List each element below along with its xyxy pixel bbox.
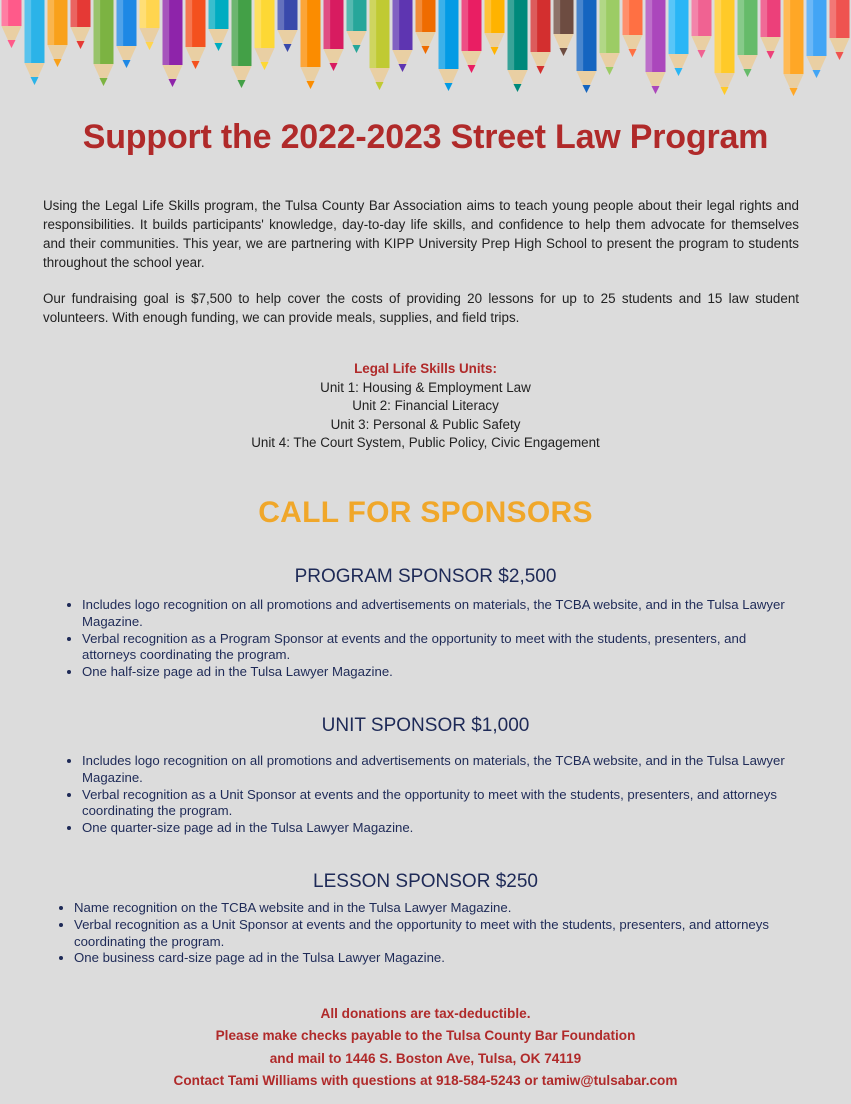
colored-pencil bbox=[577, 0, 597, 93]
colored-pencil bbox=[485, 0, 505, 55]
benefit-item: • Verbal recognition as a Unit Sponsor at events and the opportunity to meet with the students, presenters, and attorneys coordinating the program. bbox=[74, 917, 794, 951]
program-sponsor-title: PROGRAM SPONSOR $2,500 bbox=[294, 566, 557, 587]
unit-sponsor-benefits bbox=[64, 753, 802, 837]
colored-pencil bbox=[2, 0, 22, 48]
colored-pencil bbox=[715, 0, 735, 95]
colored-pencil bbox=[324, 0, 344, 71]
colored-pencil bbox=[347, 0, 367, 53]
benefit-item: • Verbal recognition as a Program Sponsor at events and the opportunity to meet with the students, presenters, and attorneys coordinating the program. bbox=[82, 631, 802, 665]
unit-item: Unit 3: Personal & Public Safety bbox=[330, 416, 521, 432]
contact-info: Contact Tami Williams with questions at 918-584-5243 or tamiw@tulsabar.com bbox=[173, 1072, 678, 1088]
units-heading: Legal Life Skills Units: bbox=[354, 361, 497, 376]
call-for-sponsors-heading: CALL FOR SPONSORS bbox=[258, 496, 593, 529]
intro-paragraph: Using the Legal Life Skills program, the Tulsa County Bar Association aims to teach young people about their legal rights and responsibilities. It builds participants' knowledge, day-to-day life skills, and confidence to help them advocate for themselves and their communities. This year, we are partnering with KIPP University Prep High School to present the program to students throughout the school year. bbox=[43, 198, 799, 270]
colored-pencil bbox=[784, 0, 804, 96]
colored-pencil bbox=[186, 0, 206, 69]
page-title: Support the 2022-2023 Street Law Program bbox=[82, 118, 769, 156]
unit-sponsor-title: UNIT SPONSOR $1,000 bbox=[321, 715, 530, 736]
colored-pencil bbox=[163, 0, 183, 87]
donation-footer bbox=[0, 1003, 851, 1092]
colored-pencil bbox=[278, 0, 298, 52]
colored-pencil bbox=[623, 0, 643, 57]
colored-pencil bbox=[140, 0, 160, 50]
benefit-item: • One quarter-size page ad in the Tulsa Lawyer Magazine. bbox=[82, 820, 802, 837]
colored-pencil bbox=[508, 0, 528, 92]
benefit-item: • One half-size page ad in the Tulsa Lawyer Magazine. bbox=[82, 664, 802, 681]
colored-pencil bbox=[669, 0, 689, 76]
colored-pencil bbox=[692, 0, 712, 58]
colored-pencil bbox=[439, 0, 459, 91]
fundraising-paragraph: Our fundraising goal is $7,500 to help cover the costs of providing 20 lessons for up to 25 students and 15 law student volunteers. With enough funding, we can provide meals, supplies, and field trips. bbox=[43, 291, 799, 325]
checks-payable-note: Please make checks payable to the Tulsa County Bar Foundation bbox=[215, 1028, 636, 1044]
units-list bbox=[0, 360, 851, 453]
tax-deductible-note: All donations are tax-deductible. bbox=[320, 1006, 531, 1021]
colored-pencil bbox=[807, 0, 827, 78]
colored-pencil bbox=[416, 0, 436, 54]
colored-pencil bbox=[71, 0, 91, 49]
unit-item: Unit 4: The Court System, Public Policy, Civic Engagement bbox=[251, 435, 600, 450]
colored-pencil bbox=[209, 0, 229, 51]
benefit-item: • Includes logo recognition on all promotions and advertisements on materials, the TCBA website, and in the Tulsa Lawyer Magazine. bbox=[82, 597, 802, 631]
colored-pencil bbox=[738, 0, 758, 77]
colored-pencil bbox=[600, 0, 620, 75]
colored-pencil bbox=[370, 0, 390, 90]
benefit-item: • Name recognition on the TCBA website and in the Tulsa Lawyer Magazine. bbox=[74, 900, 794, 917]
unit-item: Unit 1: Housing & Employment Law bbox=[320, 379, 531, 395]
colored-pencil bbox=[554, 0, 574, 56]
colored-pencil bbox=[462, 0, 482, 73]
colored-pencil bbox=[117, 0, 137, 68]
lesson-sponsor-title: LESSON SPONSOR $250 bbox=[313, 871, 538, 892]
benefit-item: • Verbal recognition as a Unit Sponsor at events and the opportunity to meet with the students, presenters, and attorneys coordinating the program. bbox=[82, 787, 802, 821]
lesson-sponsor-benefits bbox=[56, 900, 794, 967]
colored-pencil bbox=[830, 0, 850, 60]
pencils-banner-image bbox=[0, 0, 851, 110]
benefit-item: • Includes logo recognition on all promotions and advertisements on materials, the TCBA website, and in the Tulsa Lawyer Magazine. bbox=[82, 753, 802, 787]
benefit-item: • One business card-size page ad in the Tulsa Lawyer Magazine. bbox=[74, 950, 794, 967]
colored-pencil bbox=[94, 0, 114, 86]
colored-pencil bbox=[761, 0, 781, 59]
colored-pencil bbox=[646, 0, 666, 94]
colored-pencil bbox=[393, 0, 413, 72]
unit-item: Unit 2: Financial Literacy bbox=[352, 398, 499, 413]
colored-pencil bbox=[531, 0, 551, 74]
colored-pencil bbox=[232, 0, 252, 88]
colored-pencil bbox=[255, 0, 275, 70]
colored-pencil bbox=[48, 0, 68, 67]
program-sponsor-benefits bbox=[64, 597, 802, 681]
colored-pencil bbox=[301, 0, 321, 89]
mailing-address: and mail to 1446 S. Boston Ave, Tulsa, OK 74119 bbox=[269, 1050, 582, 1066]
colored-pencil bbox=[25, 0, 45, 85]
